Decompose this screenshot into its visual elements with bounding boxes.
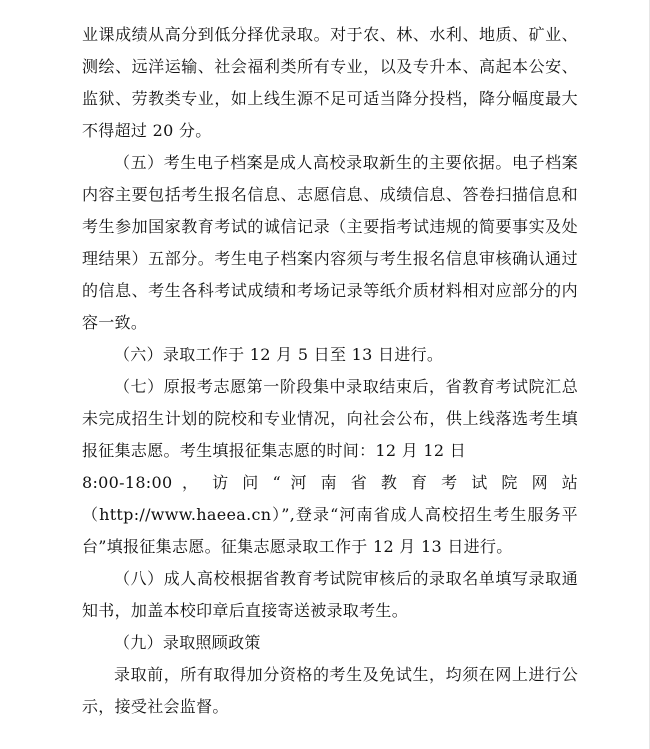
paragraph-electronic-archive: （五）考生电子档案是成人高校录取新生的主要依据。电子档案内容主要包括考生报名信息、志愿信息、成绩信息、答卷扫描信息和考生参加国家教育考试的诚信记录（主要指考试违规的简要事实及处理结果）五部分。考生电子档案内容须与考生报名信息审核确认通过的信息、考生各科考试成绩和考场记录等纸介质材料相对应部分的内容一致。 — [82, 153, 578, 332]
paragraph-admission-notice: （八）成人高校根据省教育考试院审核后的录取名单填写录取通知书，加盖本校印章后直接寄送被录取考生。 — [82, 569, 578, 620]
paragraph-public-notice: 录取前，所有取得加分资格的考生及免试生，均须在网上进行公示，接受社会监督。 — [82, 665, 578, 716]
paragraph-supplementary-choice — [82, 371, 578, 563]
paragraph-supplementary-choice-part1: （七）原报考志愿第一阶段集中录取结束后，省教育考试院汇总未完成招生计划的院校和专业情况，向社会公布，供上线落选考生填报征集志愿。考生填报征集志愿的时间：12 月 12 日 — [82, 377, 578, 460]
paragraph-supplementary-choice-part2: 8:00-18:00 ， 访 问 “ 河 南 省 教 育 考 试 院 网 站 — [82, 473, 578, 492]
paragraph-admission-score: 业课成绩从高分到低分择优录取。对于农、林、水利、地质、矿业、测绘、远洋运输、社会福利类所有专业，以及专升本、高起本公安、监狱、劳教类专业，如上线生源不足可适当降分投档，降分幅度最大不得超过 20 分。 — [82, 25, 578, 140]
paragraph-supplementary-choice-part3: （http://www.haeea.cn）”,登录“河南省成人高校招生考生服务平台”填报征集志愿。征集志愿录取工作于 12 月 13 日进行。 — [82, 505, 578, 556]
paragraph-admission-dates: （六）录取工作于 12 月 5 日至 13 日进行。 — [114, 345, 444, 364]
document-body — [82, 19, 578, 723]
section-heading-preferential-policy: （九）录取照顾政策 — [114, 633, 261, 652]
